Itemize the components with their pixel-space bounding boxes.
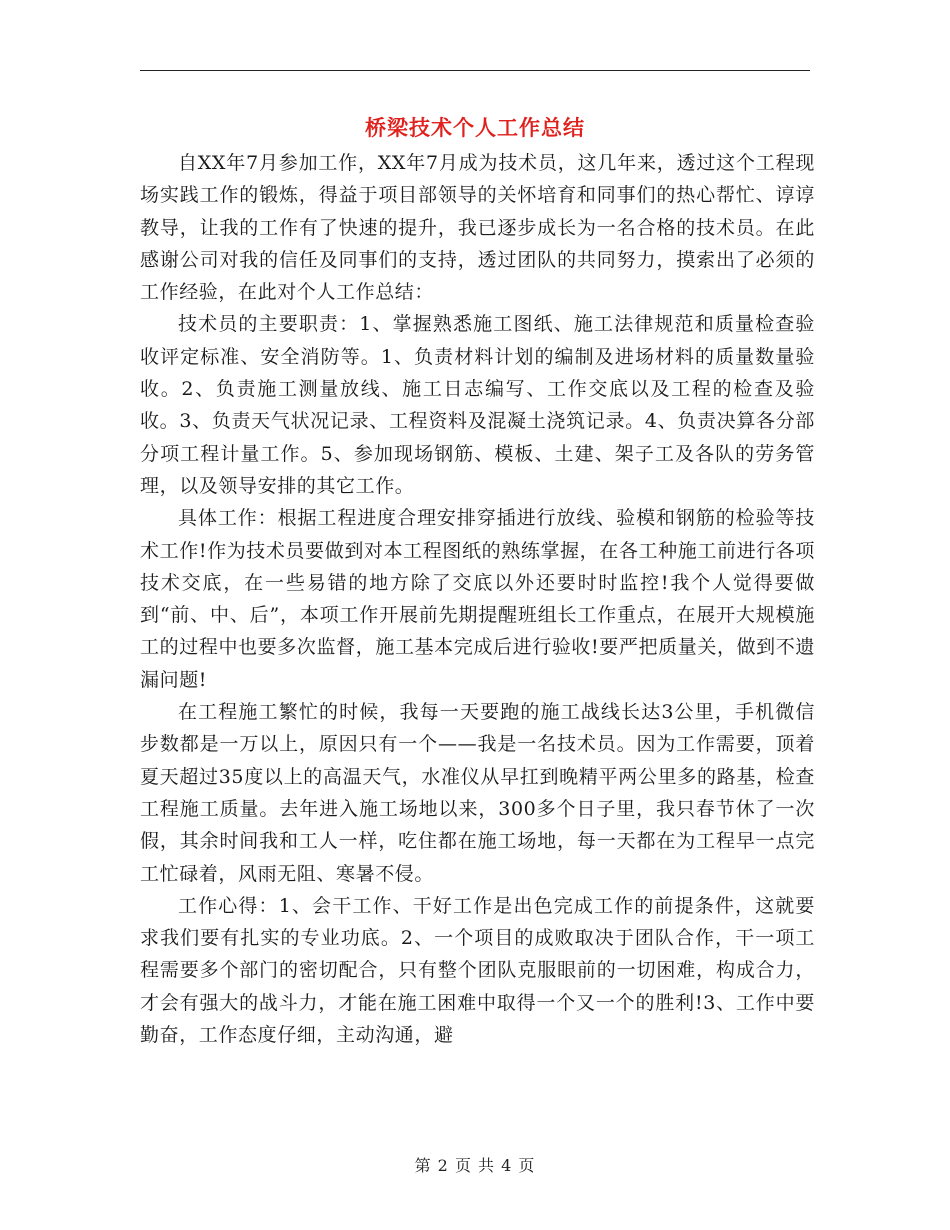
header-rule (140, 70, 810, 71)
paragraph-intro: 自XX年7月参加工作，XX年7月成为技术员，这几年来，透过这个工程现场实践工作的锻炼，得益于项目部领导的关怀培育和同事们的热心帮忙、谆谆教导，让我的工作有了快速的提升，我已逐步成长为一名合格的技术员。在此感谢公司对我的信任及同事们的支持，透过团队的共同努力，摸索出了必须的工作经验，在此对个人工作总结： (140, 152, 815, 304)
paragraph-experience: 工作心得：1、会干工作、干好工作是出色完成工作的前提条件，这就要求我们要有扎实的专业功底。2、一个项目的成败取决于团队合作，干一项工程需要多个部门的密切配合，只有整个团队克服眼前的一切困难，构成合力，才会有强大的战斗力，才能在施工困难中取得一个又一个的胜利!3、工作中要勤奋，工作态度仔细，主动沟通，避 (140, 894, 815, 1047)
document-body (140, 147, 815, 1051)
paragraph-field-work: 在工程施工繁忙的时候，我每一天要跑的施工战线长达3公里，手机微信步数都是一万以上，原因只有一个——我是一名技术员。因为工作需要，顶着夏天超过35度以上的高温天气，水准仪从早扛到晚精平两公里多的路基，检查工程施工质量。去年进入施工场地以来，300多个日子里，我只春节休了一次假，其余时间我和工人一样，吃住都在施工场地，每一天都在为工程早一点完工忙碌着，风雨无阻、寒暑不侵。 (140, 701, 815, 885)
paragraph-specific-work: 具体工作：根据工程进度合理安排穿插进行放线、验模和钢筋的检验等技术工作!作为技术员要做到对本工程图纸的熟练掌握，在各工种施工前进行各项技术交底，在一些易错的地方除了交底以外还要时时监控!我个人觉得要做到“前、中、后”，本项工作开展前先期提醒班组长工作重点，在展开大规模施工的过程中也要多次监督，施工基本完成后进行验收!要严把质量关，做到不遗漏问题! (140, 507, 815, 691)
paragraph-duties: 技术员的主要职责：1、掌握熟悉施工图纸、施工法律规范和质量检查验收评定标准、安全消防等。1、负责材料计划的编制及进场材料的质量数量验收。2、负责施工测量放线、施工日志编写、工作交底以及工程的检查及验收。3、负责天气状况记录、工程资料及混凝土浇筑记录。4、负责决算各分部分项工程计量工作。5、参加现场钢筋、模板、土建、架子工及各队的劳务管理，以及领导安排的其它工作。 (140, 313, 815, 497)
page-number-footer: 第 2 页 共 4 页 (414, 1156, 536, 1175)
document-title: 桥梁技术个人工作总结 (365, 115, 585, 140)
